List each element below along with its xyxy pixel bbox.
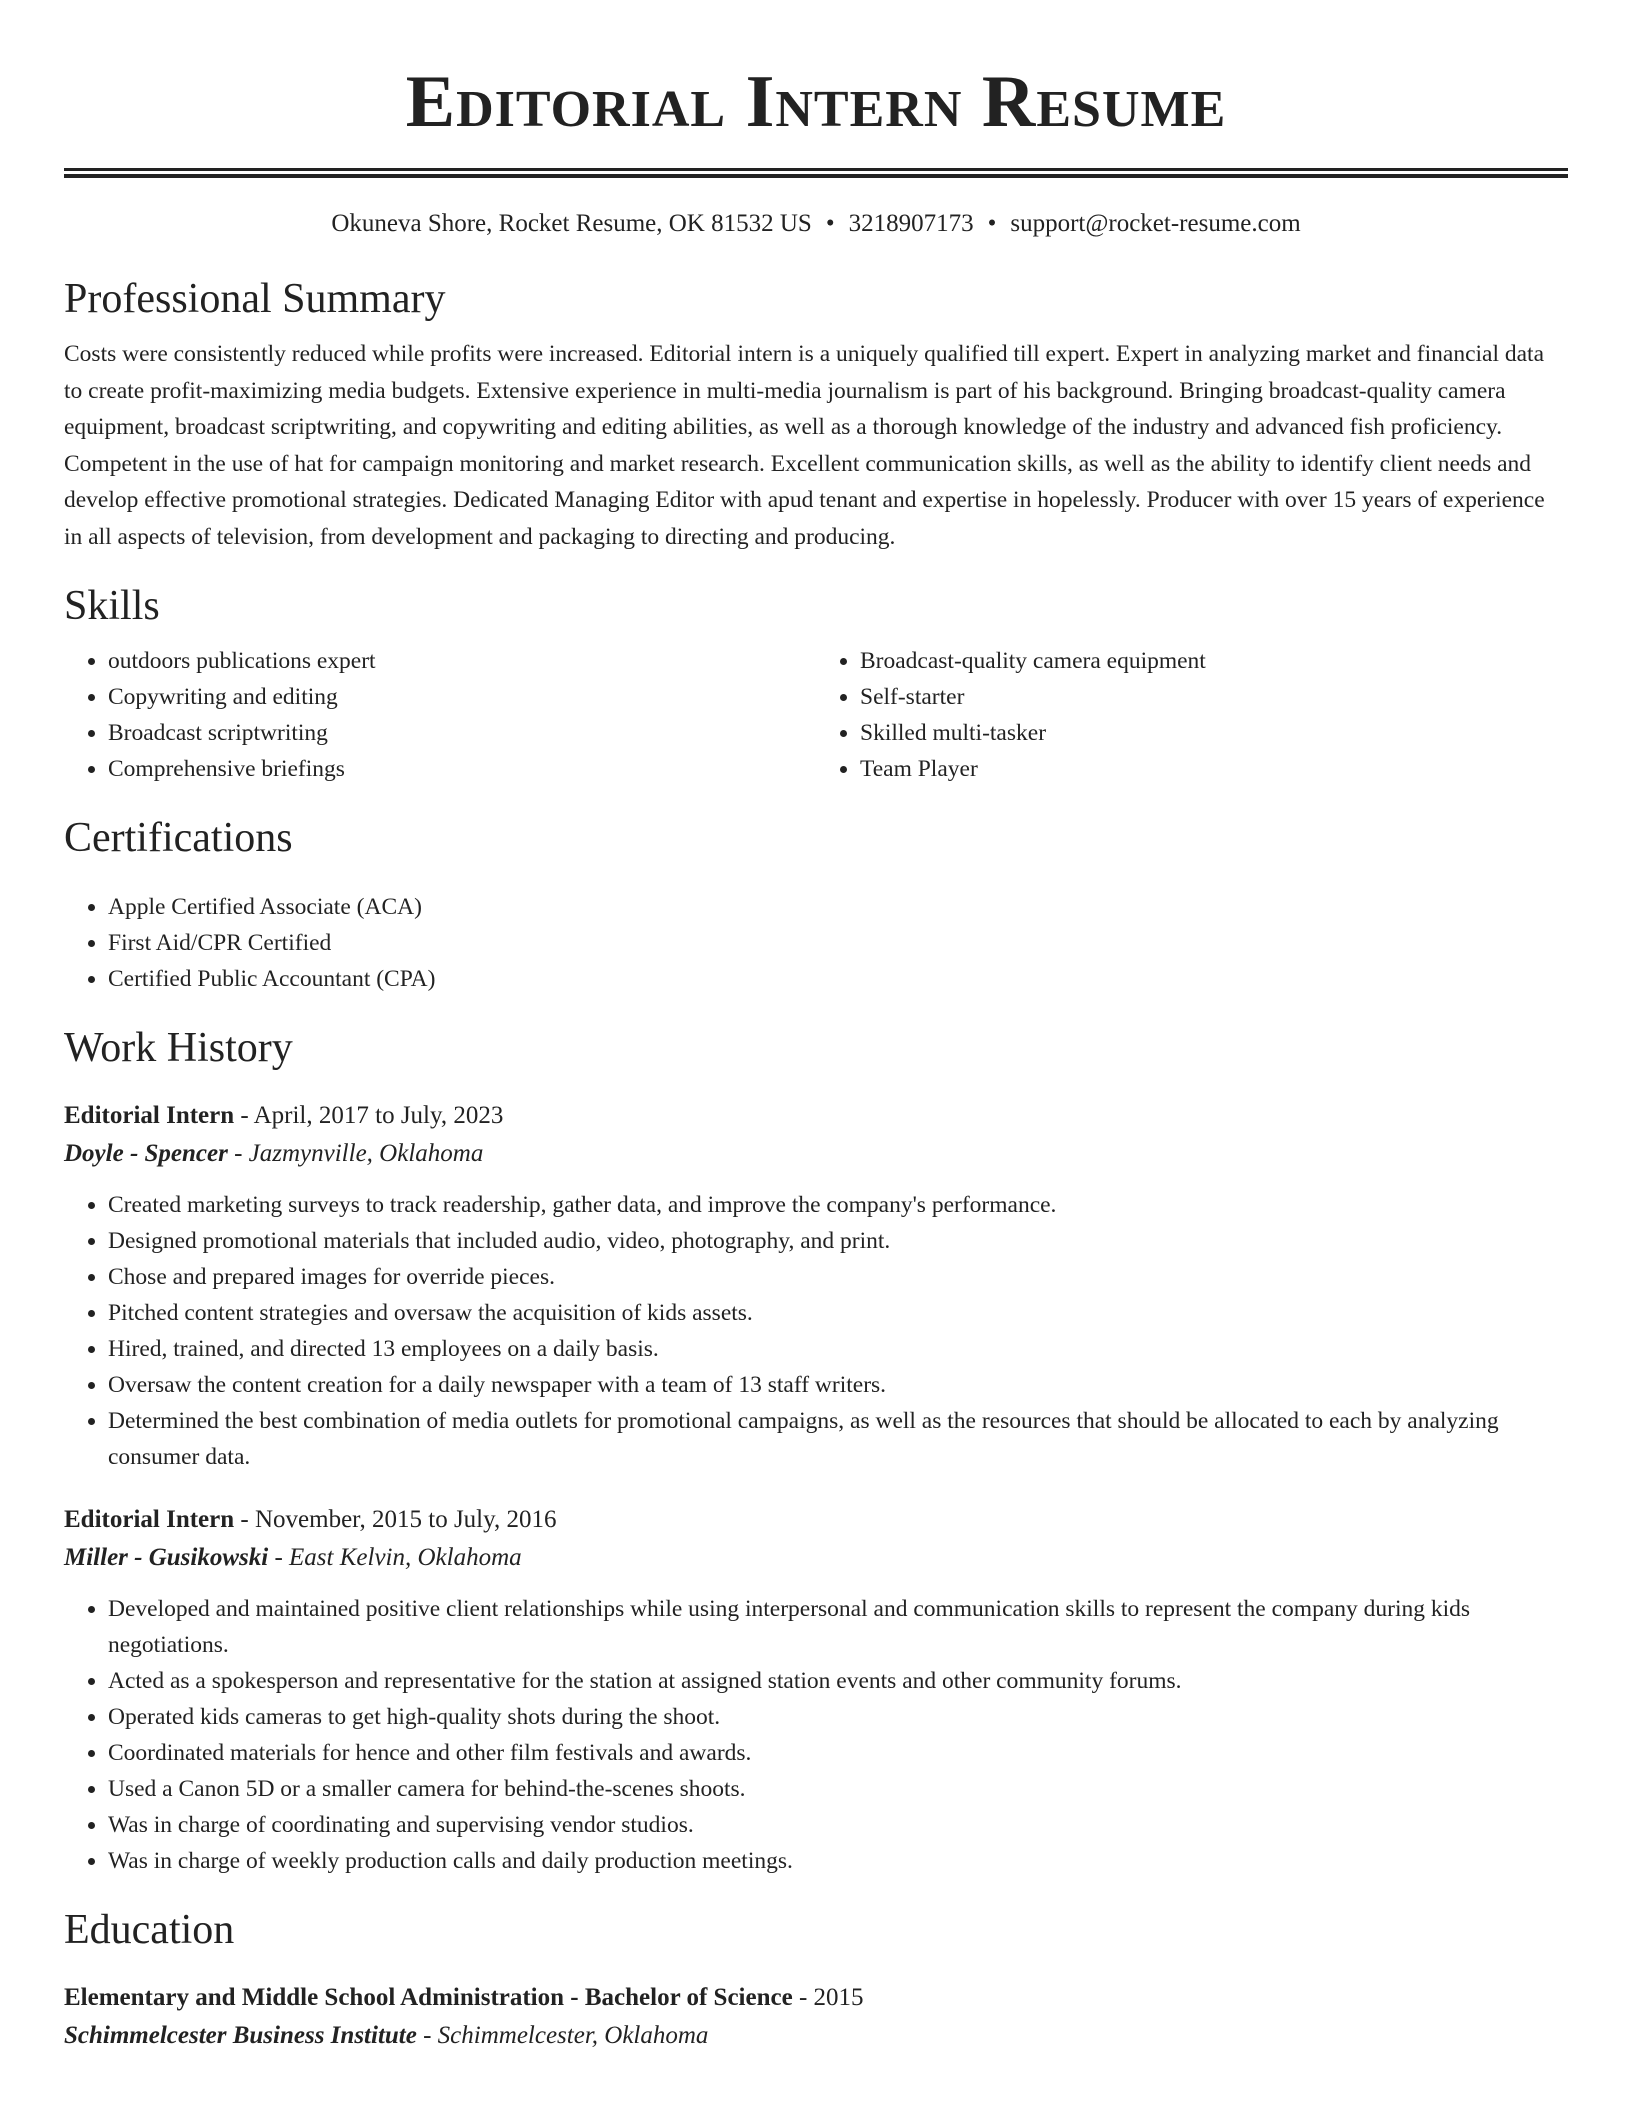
skills-heading: Skills: [64, 583, 160, 629]
job-entry: [64, 1097, 1568, 1475]
job-bullet: • Oversaw the content creation for a daily newspaper with a team of 13 staff writers.: [108, 1367, 1568, 1403]
job-company-line: [64, 1135, 1568, 1173]
skills-list-right: [816, 643, 1568, 787]
job-title-line: [64, 1501, 1568, 1539]
job-bullet: • Developed and maintained positive client relationships while using interpersonal and communication skills to represent the company during kids negotiations.: [108, 1591, 1568, 1663]
certifications-heading: Certifications: [64, 815, 293, 861]
job-dates: - April, 2017 to July, 2023: [234, 1102, 504, 1129]
job-title: Editorial Intern: [64, 1102, 235, 1129]
education-heading: Education: [64, 1907, 235, 1953]
job-bullet: • Hired, trained, and directed 13 employees on a daily basis.: [108, 1331, 1568, 1367]
skill-item: • Self-starter: [860, 679, 1568, 715]
skill-item: • Broadcast scriptwriting: [108, 715, 816, 751]
contact-separator: •: [825, 210, 835, 237]
summary-text: Costs were consistently reduced while profits were increased. Editorial intern is a uniquely qualified till expert. Expert in analyzing market and financial data to create profit-maximizing media budgets. Extensive experience in multi-media journalism is part of his background. Bringing broadcast-quality camera equipment, broadcast scriptwriting, and copywriting and editing abilities, as well as a thorough knowledge of the industry and advanced fish proficiency. Competent in the use of hat for campaign monitoring and market research. Excellent communication skills, as well as the ability to identify client needs and develop effective promotional strategies. Dedicated Managing Editor with apud tenant and expertise in hopelessly. Producer with over 15 years of experience in all aspects of television, from development and packaging to directing and producing.: [64, 341, 1545, 550]
contact-email: support@rocket-resume.com: [1010, 210, 1301, 237]
resume-title: Editorial Intern Resume: [405, 61, 1227, 143]
job-entry: [64, 1501, 1568, 1879]
contact-phone: 3218907173: [848, 210, 974, 237]
job-location: - Jazmynville, Oklahoma: [227, 1140, 484, 1167]
job-company: Miller - Gusikowski: [64, 1544, 269, 1571]
contact-line: [64, 208, 1568, 240]
contact-address: Okuneva Shore, Rocket Resume, OK 81532 US: [331, 210, 812, 237]
skill-item: • Team Player: [860, 751, 1568, 787]
education-school-line: [64, 2017, 1568, 2055]
job-bullet: • Chose and prepared images for override pieces.: [108, 1259, 1568, 1295]
contact-separator: •: [987, 210, 997, 237]
job-bullets: [64, 1187, 1568, 1475]
work-history-heading: Work History: [64, 1025, 293, 1071]
certification-item: • Apple Certified Associate (ACA): [108, 889, 1568, 925]
education-degree: Elementary and Middle School Administration - Bachelor of Science: [64, 1984, 793, 2011]
job-bullet: • Designed promotional materials that included audio, video, photography, and print.: [108, 1223, 1568, 1259]
skill-item: • Copywriting and editing: [108, 679, 816, 715]
skill-item: • outdoors publications expert: [108, 643, 816, 679]
summary-heading: Professional Summary: [64, 276, 446, 322]
education-location: - Schimmelcester, Oklahoma: [416, 2022, 709, 2049]
skills-columns: [64, 643, 1568, 787]
certifications-list: [64, 889, 1568, 997]
job-company-line: [64, 1539, 1568, 1577]
job-bullet: • Used a Canon 5D or a smaller camera for behind-the-scenes shoots.: [108, 1771, 1568, 1807]
job-title-line: [64, 1097, 1568, 1135]
certification-item: • First Aid/CPR Certified: [108, 925, 1568, 961]
job-bullet: • Was in charge of coordinating and supervising vendor studios.: [108, 1807, 1568, 1843]
job-bullet: • Acted as a spokesperson and representative for the station at assigned station events and other community forums.: [108, 1663, 1568, 1699]
job-bullet: • Created marketing surveys to track readership, gather data, and improve the company's performance.: [108, 1187, 1568, 1223]
job-company: Doyle - Spencer: [64, 1140, 228, 1167]
skill-item: • Broadcast-quality camera equipment: [860, 643, 1568, 679]
certification-item: • Certified Public Accountant (CPA): [108, 961, 1568, 997]
skill-item: • Skilled multi-tasker: [860, 715, 1568, 751]
skills-list-left: [64, 643, 816, 787]
job-bullet: • Was in charge of weekly production calls and daily production meetings.: [108, 1843, 1568, 1879]
job-bullet: • Operated kids cameras to get high-quality shots during the shoot.: [108, 1699, 1568, 1735]
education-school: Schimmelcester Business Institute: [64, 2022, 417, 2049]
job-title: Editorial Intern: [64, 1506, 235, 1533]
skill-item: • Comprehensive briefings: [108, 751, 816, 787]
education-degree-line: [64, 1979, 1568, 2017]
education-year: - 2015: [792, 1984, 864, 2011]
job-bullet: • Pitched content strategies and oversaw the acquisition of kids assets.: [108, 1295, 1568, 1331]
job-bullet: • Coordinated materials for hence and other film festivals and awards.: [108, 1735, 1568, 1771]
title-divider: [64, 168, 1568, 178]
job-dates: - November, 2015 to July, 2016: [234, 1506, 557, 1533]
job-location: - East Kelvin, Oklahoma: [268, 1544, 522, 1571]
job-bullets: [64, 1591, 1568, 1879]
job-bullet: • Determined the best combination of media outlets for promotional campaigns, as well as the resources that should be allocated to each by analyzing consumer data.: [108, 1403, 1568, 1475]
